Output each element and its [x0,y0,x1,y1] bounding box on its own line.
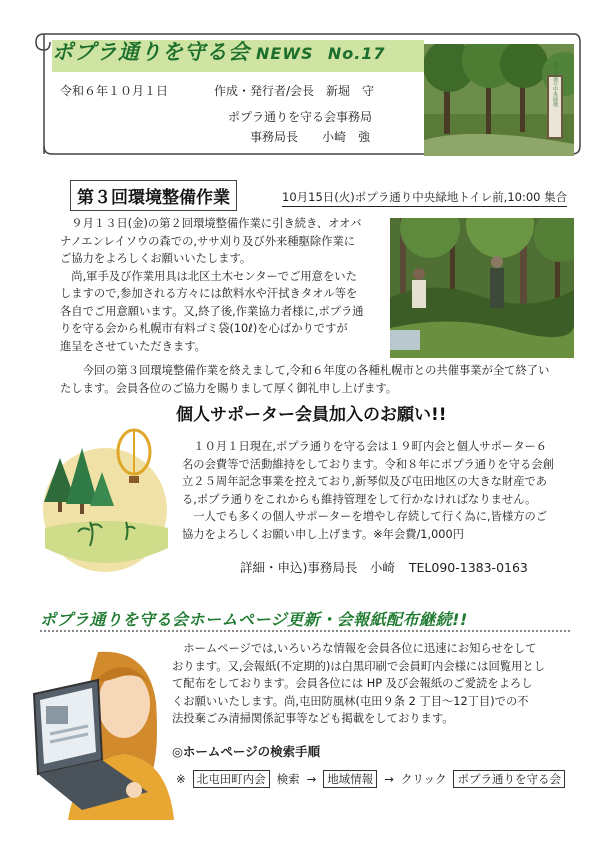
phone-number: TEL090-1383-0163 [408,560,528,575]
issue-number: No.17 [327,44,386,63]
body-line: ホームページでは,いろいろな情報を会員各位に迅速にお知らせをして [183,642,537,655]
section1-schedule: 10月15日(火)ポプラ通り中央緑地トイレ前,10:00 集合 [282,189,567,207]
contact-label: 詳細・申込)事務局長 小崎 [240,560,395,575]
body-line: 尚,軍手及び作業用具は北区土木センターでご用意をいた [71,269,357,283]
publisher: 作成・発行者/会長 新堀 守 [214,84,375,98]
body-line: 各自でご用意願います。又,終了後,作業協力者様に,ポプラ通 [60,304,364,318]
step-box-kitaton: 北屯田町内会 [193,770,270,788]
news-label: NEWS [256,44,314,63]
body-line: る,ポプラ通りをこれからも維持管理をして行かなければなりません。 [182,492,537,506]
body-line: ９月１３日(金)の第２回環境整備作業に引き続き、オオバ [71,217,362,230]
body-line: おります。又,会報紙(不定期的)は白黒印刷で会員町内会様には回覧用とし [172,659,546,673]
body-line: 法投棄ごみ清掃関係記事等なども掲載をしております。 [172,712,454,725]
office-name: ポプラ通りを守る会事務局 [228,110,373,124]
contact-line [240,558,528,576]
section2-heading: 個人サポーター会員加入のお願い!! [176,405,447,425]
body-line: くお願いいたします。尚,屯田防風林(屯田９条 2 丁目～12丁目)での不 [172,694,529,708]
search-steps-title: ◎ホームページの検索手順 [172,744,321,759]
section1-body [60,215,392,355]
section1-heading: 第３回環境整備作業 [70,180,237,211]
work-photo [390,218,574,358]
newsletter-title [52,36,386,66]
newsletter-name: ポプラ通りを守る会 [52,40,250,64]
body-line: ナノエンレイソウの森での,ササ刈り及び外来種駆除作業に [60,234,356,248]
body-line: て配布をしております。会員各位には HP 及び会報紙のご愛読をよろし [172,677,533,690]
step-box-poplar: ポプラ通りを守る会 [453,770,565,788]
body-line: ご協力をよろしくお願いいたします。 [60,252,252,265]
body-line: しますので,参加される方々には飲料水や汗拭きタオル等を [60,287,358,300]
body-line: 進呈をさせていただきます。 [60,339,206,353]
section1-closing [60,362,580,397]
note-mark: ※ [176,772,186,786]
search-steps [176,770,565,788]
closing-line: 今回の第３回環境整備作業を終えまして,令和６年度の各種札幌市との共催事業が全て終了い [82,364,550,377]
body-line: 協力をよろしくお願い申し上げます。※年会費/1,000円 [182,527,464,541]
step-search: 検索 [276,772,300,786]
closing-line: たします。会員各位のご協力を賜りまして厚く御礼申し上げます。 [60,381,398,395]
section3-body [172,640,582,728]
arrow-icon: → [384,772,394,786]
park-sign-text: ポプラ通り中央緑地 [552,61,558,107]
issue-date: 令和６年１０月１日 [60,84,169,98]
body-line: １０月１日現在,ポプラ通りを守る会は１９町内会と個人サポーター６ [193,440,548,453]
body-line: 名の会費等で活動維持をしております。令和８年にポプラ通りを守る会創 [182,457,554,471]
secretary-name: 事務局長 小崎 強 [250,130,371,144]
forest-illustration [30,418,180,576]
step-click: クリック [400,772,447,786]
heading-underline [40,630,570,632]
body-line: りを守る会から札幌市有料ゴミ袋(10ℓ)を心ばかりですが [60,322,348,335]
section3-heading: ポプラ通りを守る会ホームページ更新・会報紙配布継続!! [40,610,468,629]
step-box-area-info: 地域情報 [323,770,377,788]
arrow-icon: → [306,772,317,786]
laptop-woman-illustration [28,642,178,820]
section2-body [182,438,582,543]
park-photo [424,44,574,156]
body-line: 一人でも多くの個人サポーターを増やし存続して行く為に,皆様方のご [193,510,548,523]
body-line: 立２５周年記念事業を控えており,新琴似及び屯田地区の大きな財産であ [182,475,548,488]
